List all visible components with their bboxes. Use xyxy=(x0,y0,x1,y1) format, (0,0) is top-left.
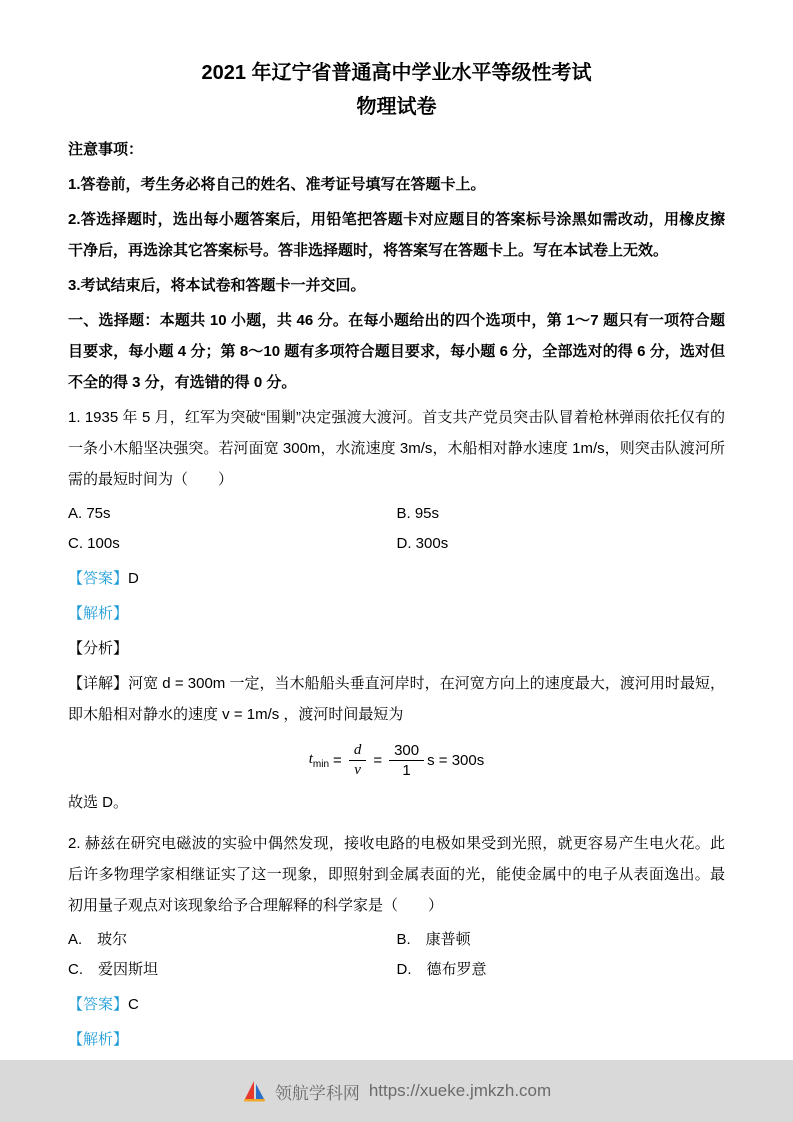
exam-title-line2: 物理试卷 xyxy=(356,96,437,118)
q2-answer-line xyxy=(68,989,725,1020)
q1-formula-lhs: $t_{min}$ xyxy=(308,751,330,770)
q1-conclusion: 故选 D。 xyxy=(68,794,129,811)
q2-option-a: A. 玻尔 xyxy=(68,931,128,948)
q1-formula-tail: s = 300s xyxy=(427,752,485,769)
q1-detail-tag: 【详解】 xyxy=(68,675,129,692)
q2-answer-tag: 【答案】 xyxy=(68,996,129,1013)
q1-detail-line xyxy=(68,668,725,730)
q1-formula xyxy=(68,742,725,779)
q2-option-d: D. 德布罗意 xyxy=(396,961,487,978)
q1-option-a: A. 75s xyxy=(68,505,111,522)
q1-formula-frac2: $\frac{300}{1}$ xyxy=(389,742,424,779)
q2-jiexi-tag: 【解析】 xyxy=(68,1031,129,1048)
q1-stem: 1. 1935 年 5 月，红军为突破“围剿”决定强渡大渡河。首支共产党员突击队冒着枪林弹雨依托仅有的一条小木船坚决强突。若河面宽 300m，水流速度 3m/s，木船相对静水速度 1m/s，则突击队渡河所需的最短时间为（ ） xyxy=(68,409,725,488)
q2-option-c: C. 爱因斯坦 xyxy=(68,961,159,978)
q1-option-d: D. 300s xyxy=(396,535,449,552)
q1-option-c: C. 100s xyxy=(68,535,120,552)
q1-fenxi-line xyxy=(68,633,725,664)
q1-formula-eq1: = xyxy=(333,752,342,769)
q2-options-row-2 xyxy=(68,955,725,985)
q2-answer-value: C xyxy=(128,996,139,1013)
q1-answer-line xyxy=(68,563,725,594)
q1-formula-eq2: = xyxy=(373,752,383,769)
q2-jiexi-line xyxy=(68,1024,725,1055)
footer-watermark xyxy=(0,1060,793,1122)
q1-jiexi-tag: 【解析】 xyxy=(68,605,129,622)
q2-options-row-1 xyxy=(68,925,725,955)
q1-detail-text: 河宽 d = 300m 一定，当木船船头垂直河岸时，在河宽方向上的速度最大，渡河用时最短，即木船相对静水的速度 v = 1m/s ，渡河时间最短为 xyxy=(68,675,725,723)
q1-formula-frac1: $\frac{d}{v}$ xyxy=(349,742,367,779)
notice-item-2: 2.答选择题时，选出每小题答案后，用铅笔把答题卡对应题目的答案标号涂黑如需改动，用橡皮擦干净后，再选涂其它答案标号。答非选择题时，将答案写在答题卡上。写在本试卷上无效。 xyxy=(68,211,725,259)
q1-options-row-2 xyxy=(68,529,725,559)
notice-item-1: 1.答卷前，考生务必将自己的姓名、准考证号填写在答题卡上。 xyxy=(68,176,486,193)
notice-item-3: 3.考试结束后，将本试卷和答题卡一并交回。 xyxy=(68,277,366,294)
q2-option-b: B. 康普顿 xyxy=(396,931,471,948)
q1-option-b: B. 95s xyxy=(396,505,440,522)
footer-site-name: 领航学科网 xyxy=(274,1083,360,1103)
q2-stem: 2. 赫兹在研究电磁波的实验中偶然发现，接收电路的电极如果受到光照，就更容易产生电火花。此后许多物理学家相继证实了这一现象，即照射到金属表面的光，能使金属中的电子从表面逸出。最初用量子观点对该现象给予合理解释的科学家是（ ） xyxy=(68,835,725,914)
exam-title-line1: 2021 年辽宁省普通高中学业水平等级性考试 xyxy=(201,62,592,84)
q1-answer-tag: 【答案】 xyxy=(68,570,129,587)
site-logo-icon xyxy=(242,1079,266,1103)
q1-answer-value: D xyxy=(128,570,139,587)
q1-options-row-1 xyxy=(68,499,725,529)
q1-jiexi-line xyxy=(68,598,725,629)
footer-url: https://xueke.jmkzh.com xyxy=(368,1081,552,1100)
section1-heading: 一、选择题：本题共 10 小题，共 46 分。在每小题给出的四个选项中，第 1～7 题只有一项符合题目要求，每小题 4 分；第 8～10 题有多项符合题目要求，每小题 6 分，全部选对的得 6 分，选对但不全的得 3 分，有选错的得 0 分。 xyxy=(68,312,725,391)
notice-heading: 注意事项： xyxy=(68,141,144,158)
q1-fenxi-tag: 【分析】 xyxy=(68,640,129,657)
